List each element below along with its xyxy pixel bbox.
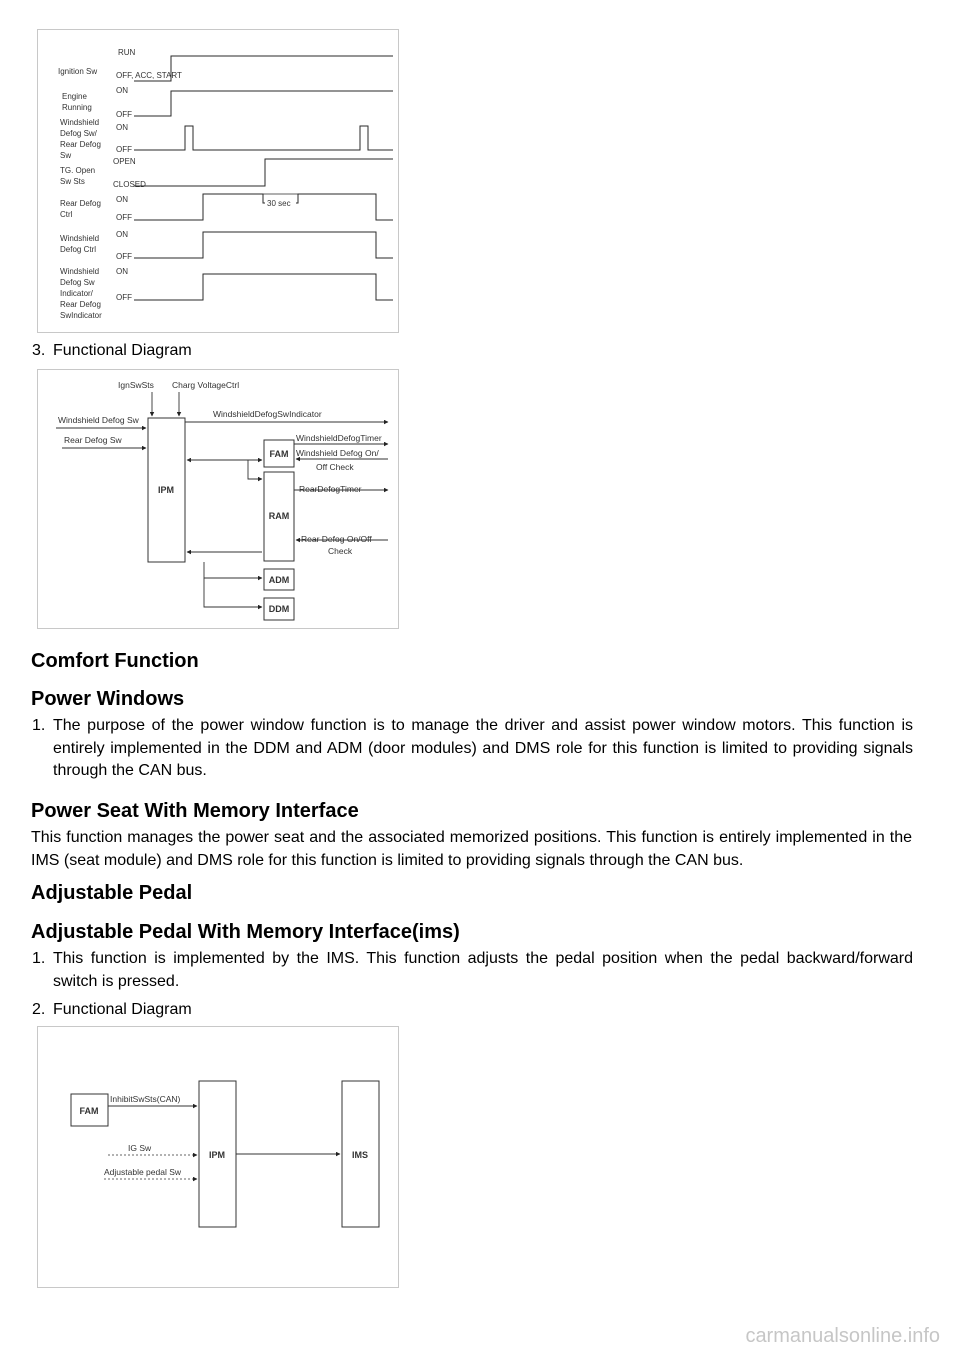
- heading-adjustable-pedal-memory: Adjustable Pedal With Memory Interface(ims): [31, 921, 460, 943]
- signal-rear-defog-timer: RearDefogTimer: [299, 484, 362, 494]
- row-label-engine-2: Running: [62, 103, 92, 112]
- heading-power-windows: Power Windows: [31, 688, 185, 710]
- state-indicator-on: ON: [116, 267, 128, 276]
- timing-diagram-svg: [38, 30, 400, 334]
- row-label-defog-sw-1: Windshield: [60, 118, 100, 127]
- state-tg-closed: CLOSED: [113, 180, 146, 189]
- row-label-indicator-2: Defog Sw: [60, 278, 95, 287]
- row-label-ignition: Ignition Sw: [58, 67, 98, 76]
- pedal-signal-ig-sw: IG Sw: [128, 1143, 152, 1153]
- row-label-rear-ctrl-1: Rear Defog: [60, 199, 101, 208]
- state-indicator-off: OFF: [116, 293, 132, 302]
- pedal-item-2: [32, 999, 912, 1021]
- row-label-engine-1: Engine: [62, 92, 87, 101]
- pedal-item-2-text: Functional Diagram: [53, 1001, 192, 1018]
- fam-label: FAM: [269, 449, 289, 459]
- adm-label: ADM: [268, 575, 290, 585]
- waveform-engine: [134, 91, 393, 116]
- row-label-indicator-5: SwIndicator: [60, 311, 102, 320]
- timer-label: 30 sec: [267, 199, 291, 208]
- signal-windshield-defog-onoff-2: Off Check: [316, 462, 354, 472]
- power-seat-text: This function manages the power seat and the associated memorized positions. This function is entirely implemented in the IMS (seat module) and DMS role for this function is limited to providing signals through the CAN bus.: [31, 829, 912, 869]
- state-engine-on: ON: [116, 86, 128, 95]
- signal-defog-sw-indicator: WindshieldDefogSwIndicator: [213, 409, 322, 419]
- pedal-item-1-text: This function is implemented by the IMS. This function adjusts the pedal position when the pedal backward/forward switch is pressed.: [53, 950, 913, 990]
- defog-functional-diagram: [37, 369, 399, 629]
- list-number: 1.: [32, 717, 46, 734]
- pedal-item-1: [32, 948, 912, 993]
- row-label-rear-ctrl-2: Ctrl: [60, 210, 73, 219]
- timing-diagram: [37, 29, 399, 333]
- watermark: carmanualsonline.info: [745, 1325, 940, 1347]
- state-run: RUN: [118, 48, 136, 57]
- row-label-defog-sw-4: Sw: [60, 151, 72, 160]
- pedal-diagram-svg: [38, 1027, 400, 1289]
- pedal-functional-diagram: [37, 1026, 399, 1288]
- heading-adjustable-pedal: Adjustable Pedal: [31, 882, 193, 904]
- state-defog-sw-off: OFF: [116, 145, 132, 154]
- heading-comfort-function: Comfort Function: [31, 650, 199, 672]
- row-label-tg-1: TG. Open: [60, 166, 96, 175]
- row-label-defog-sw-3: Rear Defog: [60, 140, 101, 149]
- pedal-signal-adjustable-pedal-sw: Adjustable pedal Sw: [104, 1167, 182, 1177]
- waveform-rear-ctrl: [134, 194, 393, 220]
- caption-text: Functional Diagram: [53, 342, 192, 359]
- state-rear-ctrl-off: OFF: [116, 213, 132, 222]
- row-label-tg-2: Sw Sts: [60, 177, 85, 186]
- list-number: 2.: [32, 1001, 46, 1018]
- ram-label: RAM: [268, 511, 290, 521]
- row-label-ws-ctrl-1: Windshield: [60, 234, 100, 243]
- row-label-ws-ctrl-2: Defog Ctrl: [60, 245, 97, 254]
- signal-charg-voltage: Charg VoltageCtrl: [172, 380, 240, 390]
- row-label-indicator-4: Rear Defog: [60, 300, 101, 309]
- signal-windshield-defog-sw: Windshield Defog Sw: [58, 415, 139, 425]
- pedal-signal-inhibit: InhibitSwSts(CAN): [110, 1094, 181, 1104]
- caption-number: 3.: [32, 342, 46, 359]
- list-number: 1.: [32, 950, 46, 967]
- signal-rear-defog-onoff-1: Rear Defog On/Off: [301, 534, 372, 544]
- waveform-ws-ctrl: [134, 232, 393, 258]
- signal-rear-defog-onoff-2: Check: [328, 546, 353, 556]
- power-windows-text: The purpose of the power window function is to manage the driver and assist power window motors. This function is entirely implemented in the DDM and ADM (door modules) and DMS role for this function is limited to providing signals through the CAN bus.: [53, 717, 913, 779]
- heading-power-seat: Power Seat With Memory Interface: [31, 800, 359, 822]
- state-off-acc-start: OFF, ACC, START: [116, 71, 182, 80]
- waveform-defog-sw: [134, 126, 393, 150]
- caption-functional-diagram-1: [32, 342, 192, 360]
- signal-rear-defog-sw: Rear Defog Sw: [64, 435, 122, 445]
- state-ws-ctrl-on: ON: [116, 230, 128, 239]
- ipm-label: IPM: [157, 485, 175, 495]
- signal-ign-sw-sts: IgnSwSts: [118, 380, 154, 390]
- signal-windshield-defog-onoff-1: Windshield Defog On/: [296, 448, 379, 458]
- ddm-label: DDM: [268, 604, 290, 614]
- row-label-indicator-1: Windshield: [60, 267, 100, 276]
- row-label-indicator-3: Indicator/: [60, 289, 93, 298]
- pedal-fam-label: FAM: [79, 1106, 99, 1116]
- pedal-ims-label: IMS: [351, 1150, 369, 1160]
- waveform-tg-open: [134, 159, 393, 186]
- defog-diagram-svg: [38, 370, 400, 630]
- power-windows-item-1: [32, 715, 912, 783]
- state-rear-ctrl-on: ON: [116, 195, 128, 204]
- signal-windshield-defog-timer: WindshieldDefogTimer: [296, 433, 382, 443]
- row-label-defog-sw-2: Defog Sw/: [60, 129, 97, 138]
- state-ws-ctrl-off: OFF: [116, 252, 132, 261]
- state-engine-off: OFF: [116, 110, 132, 119]
- state-tg-open: OPEN: [113, 157, 136, 166]
- waveform-indicator: [134, 274, 393, 300]
- state-defog-sw-on: ON: [116, 123, 128, 132]
- pedal-ipm-label: IPM: [208, 1150, 226, 1160]
